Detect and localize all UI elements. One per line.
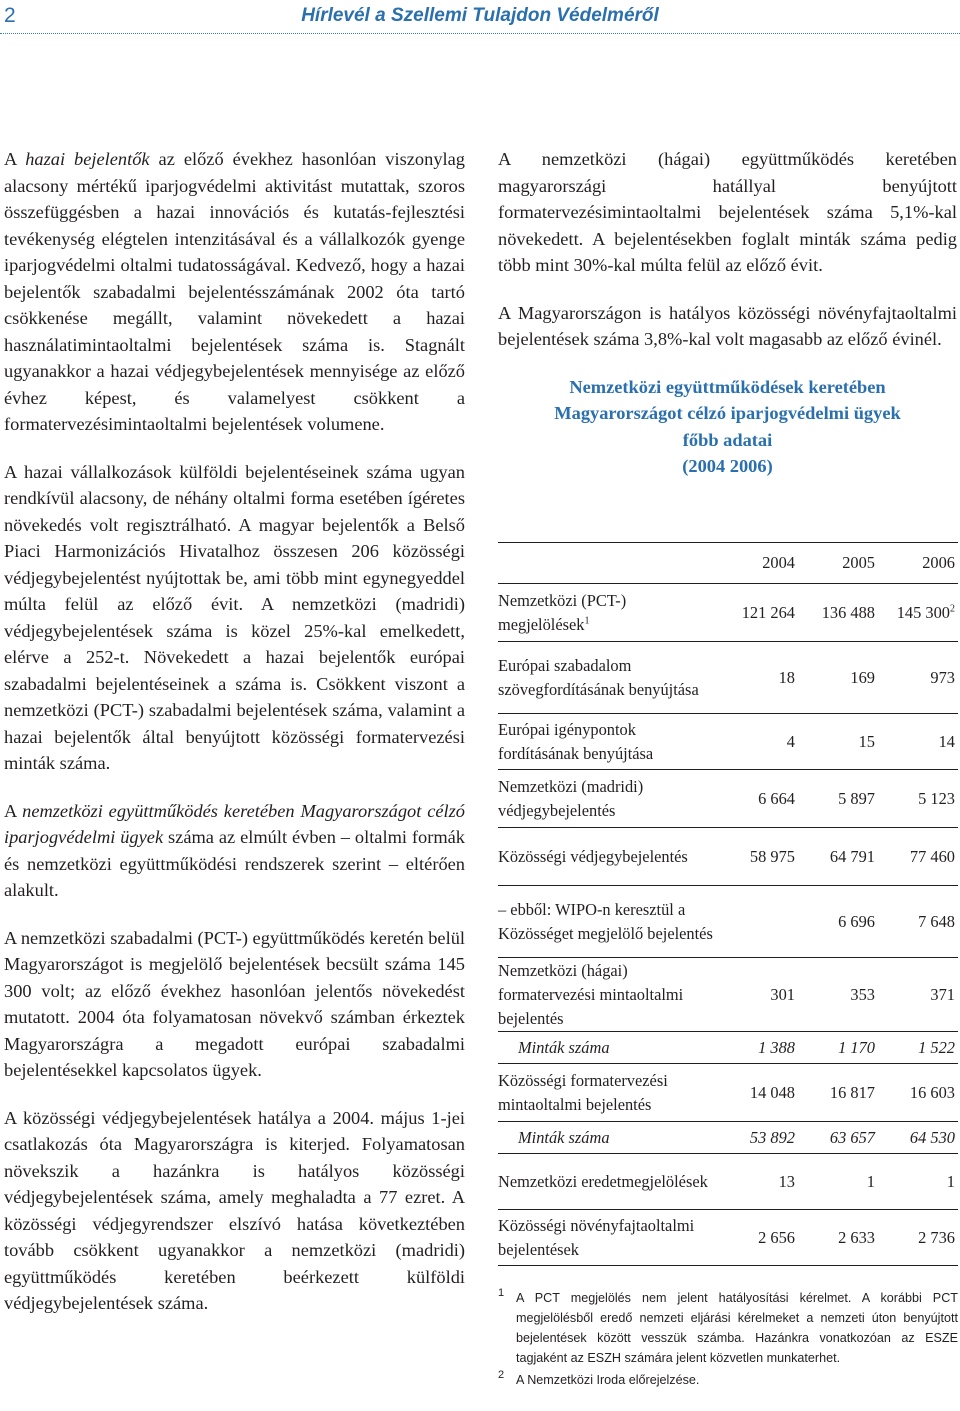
value-text: 121 264 xyxy=(741,602,795,622)
value-text: 1 170 xyxy=(838,1037,875,1057)
value-text: 63 657 xyxy=(829,1127,875,1147)
value-text: 18 xyxy=(778,667,795,687)
value-cell xyxy=(878,584,958,642)
value-text: 7 648 xyxy=(918,911,955,931)
value-cell xyxy=(718,714,798,770)
row-label-text: Európai szabadalom szövegfordításának benyújtása xyxy=(498,655,699,699)
emphasis-text: hazai bejelentők xyxy=(25,149,150,169)
paragraph-kozossegi-vedjegy: A közösségi védjegybejelentések hatálya a 2004. május 1-jei csatlakozás óta Magyarországra is kiterjed. Folyamatosan növekszik a hazánkra is hatályos közösségi védjegybejelentések száma, amely meghaladta a 77 ezret. A közösségi védjegyrendszer elszívó hatása következtében tovább csökkent ugyanakkor a nemzetközi (madridi) együttműködés keretében beérkezett külföldi védjegybejelentések száma. xyxy=(4,1107,465,1313)
table-row xyxy=(498,770,958,828)
value-cell xyxy=(878,828,958,886)
row-label-text: Nemzetközi (madridi) védjegybejelentés xyxy=(498,776,644,820)
row-label-text: Nemzetközi eredetmegjelölések xyxy=(498,1171,708,1191)
value-text: 14 xyxy=(938,731,955,751)
value-text: 16 603 xyxy=(909,1082,955,1102)
row-label-text: Közösségi növényfajtaoltalmi bejelentések xyxy=(498,1215,695,1259)
footnote-ref: 2 xyxy=(950,603,955,615)
value-cell xyxy=(798,1122,878,1154)
value-cell xyxy=(718,1154,798,1210)
value-cell xyxy=(718,584,798,642)
row-label xyxy=(498,1064,718,1122)
value-cell xyxy=(798,584,878,642)
table-row xyxy=(498,1064,958,1122)
page-number: 2 xyxy=(4,4,16,27)
value-text: 77 460 xyxy=(909,846,955,866)
row-label xyxy=(498,1154,718,1210)
value-cell xyxy=(798,714,878,770)
value-cell xyxy=(718,828,798,886)
value-text: 145 300 xyxy=(896,602,950,622)
text-span: száma az elmúlt évben – oltalmi formák és nemzetközi együttműködési rendszerek szerint – eltérően alakult. xyxy=(4,827,465,900)
value-text: 64 530 xyxy=(909,1127,955,1147)
table-row xyxy=(498,958,958,1032)
paragraph-kulfoldi-bejelentesek: A hazai vállalkozások külföldi bejelentéseinek száma ugyan rendkívül alacsony, de néhány oltalmi forma esetében ígéretes növekedés volt regisztrálható. A magyar bejelentők a Belső Piaci Harmonizációs Hivatalhoz összesen 206 közösségi védjegybejelentést nyújtottak be, ami több mint egynegyeddel múlta felül az előző évit. A nemzetközi (madridi) védjegybejelentések száma is közel 25%-kal emelkedett, elérve a 252-t. Növekedett a hazai bejelentők európai szabadalmi bejelentéseinek a száma is. Csökkent viszont a nemzetközi (PCT-) szabadalmi bejelentések száma, valamint a hazai bejelentők által benyújtott közösségi formatervezési minták száma. xyxy=(4,461,465,773)
value-cell xyxy=(718,770,798,828)
footnotes xyxy=(498,1288,958,1392)
value-text: 58 975 xyxy=(749,846,795,866)
table-title xyxy=(498,374,957,480)
value-text: 64 791 xyxy=(829,846,875,866)
value-text: 6 664 xyxy=(758,788,795,808)
paragraph-hagai: A nemzetközi (hágai) együttműködés keretében magyarországi hatállyal benyújtott formatervezésimintaoltalmi bejelentések száma 5,1%-kal növekedett. A bejelentésekben foglalt minták száma pedig több mint 30%-kal múlta felül az előző évit. xyxy=(498,149,957,275)
value-cell xyxy=(878,1154,958,1210)
value-text: 371 xyxy=(930,984,955,1004)
value-text: 16 817 xyxy=(829,1082,875,1102)
value-cell xyxy=(798,958,878,1032)
value-text: 1 522 xyxy=(918,1037,955,1057)
value-cell xyxy=(878,642,958,714)
row-label-text: Nemzetközi (hágai) formatervezési mintaoltalmi bejelentés xyxy=(498,960,684,1028)
value-cell xyxy=(878,886,958,958)
table-row xyxy=(498,1032,958,1064)
row-label xyxy=(498,714,718,770)
table-header-row xyxy=(498,543,958,584)
value-text: 5 123 xyxy=(918,788,955,808)
value-cell xyxy=(718,642,798,714)
table-row xyxy=(498,1122,958,1154)
header-label-cell xyxy=(498,543,718,584)
value-cell xyxy=(798,886,878,958)
row-label xyxy=(498,1210,718,1266)
footnote xyxy=(498,1288,958,1368)
table-title-line: Nemzetközi együttműködések keretében xyxy=(569,376,886,397)
paragraph-pct: A nemzetközi szabadalmi (PCT-) együttműködés keretén belül Magyarországot is megjelölő bejelentések becsült száma 145 300 volt; az előző évekhez hasonlóan jelentős növekedést mutatott. 2004 óta folyamatosan növekvő számban érkeztek Magyarországra a megadott európai szabadalmi bejelentésekkel kapcsolatos ügyek. xyxy=(4,927,466,1080)
value-cell xyxy=(798,1032,878,1064)
value-text: 15 xyxy=(858,731,875,751)
year-header: 2005 xyxy=(798,543,878,584)
text-span: A xyxy=(4,800,23,821)
value-cell xyxy=(798,1154,878,1210)
table-row xyxy=(498,584,958,642)
row-label xyxy=(498,886,718,958)
value-cell xyxy=(718,1210,798,1266)
value-cell xyxy=(878,1210,958,1266)
row-label xyxy=(498,958,718,1032)
value-text: 1 xyxy=(946,1171,955,1191)
footnote-ref: 1 xyxy=(584,615,590,627)
row-label xyxy=(498,642,718,714)
running-title: Hírlevél a Szellemi Tulajdon Védelméről xyxy=(301,5,659,26)
value-cell xyxy=(878,1064,958,1122)
year-header: 2004 xyxy=(718,543,798,584)
table-row xyxy=(498,1210,958,1266)
value-text: 2 736 xyxy=(918,1227,955,1247)
footnote-text: A Nemzetközi Iroda előrejelzése. xyxy=(516,1373,700,1387)
value-text: 5 897 xyxy=(838,788,875,808)
value-text: 136 488 xyxy=(821,602,875,622)
table-title-line: Magyarországot célzó iparjogvédelmi ügyek xyxy=(554,403,901,423)
row-label-text: – ebből: WIPO-n keresztül a Közösséget megjelölő bejelentés xyxy=(498,899,713,943)
header-divider xyxy=(0,33,960,34)
value-cell xyxy=(718,886,798,958)
paragraph-hazai-bejelentok xyxy=(4,146,465,438)
statistics-table xyxy=(498,542,958,1266)
value-text: 6 696 xyxy=(838,911,875,931)
row-label xyxy=(498,828,718,886)
row-label xyxy=(498,770,718,828)
value-text: 169 xyxy=(850,667,875,687)
value-cell xyxy=(798,1064,878,1122)
value-text: 973 xyxy=(930,667,955,687)
table-row xyxy=(498,714,958,770)
row-label xyxy=(498,1032,718,1064)
row-label xyxy=(498,584,718,642)
value-text: 2 633 xyxy=(838,1227,875,1247)
row-label-text: Közösségi formatervezési mintaoltalmi bejelentés xyxy=(498,1070,668,1114)
value-cell xyxy=(798,1210,878,1266)
value-text: 1 xyxy=(866,1171,875,1191)
table-row xyxy=(498,1154,958,1210)
row-label-text: Minták száma xyxy=(518,1127,610,1147)
value-text: 2 656 xyxy=(758,1227,795,1247)
footnote-mark: 2 xyxy=(498,1369,505,1381)
value-text: 4 xyxy=(786,731,795,751)
value-cell xyxy=(798,642,878,714)
row-label-text: Nemzetközi (PCT-) megjelölések xyxy=(498,590,627,634)
page-header xyxy=(0,0,960,36)
value-cell xyxy=(878,1032,958,1064)
value-cell xyxy=(798,828,878,886)
text-span: A xyxy=(4,149,26,169)
table-row xyxy=(498,828,958,886)
table-row xyxy=(498,886,958,958)
table-title-line: főbb adatai xyxy=(682,429,773,450)
footnote xyxy=(498,1370,958,1390)
value-cell xyxy=(718,1032,798,1064)
table-title-line: (2004 2006) xyxy=(682,456,773,476)
value-text: 1 388 xyxy=(758,1037,795,1057)
row-label-text: Európai igénypontok fordításának benyújtása xyxy=(498,719,654,763)
year-header: 2006 xyxy=(878,543,958,584)
paragraph-nemzetkozi-egyuttmukodes xyxy=(4,798,465,904)
table-row xyxy=(498,642,958,714)
value-text: 301 xyxy=(770,984,795,1004)
value-cell xyxy=(718,958,798,1032)
row-label-text: Közösségi védjegybejelentés xyxy=(498,846,688,866)
value-text: 13 xyxy=(778,1171,795,1191)
footnote-mark: 1 xyxy=(498,1287,505,1299)
value-cell xyxy=(878,958,958,1032)
emphasis-text: nemzetközi együttműködés keretében Magyarországot célzó iparjogvédelmi ügyek xyxy=(4,800,465,847)
text-span: az előző évekhez hasonlóan viszonylag alacsony mértékű iparjogvédelmi aktivitást mutattak, szoros összefüggésben a hazai innovációs és kutatás-fejlesztési tevékenység elégtelen intenzitásával és a vállalkozók gyenge iparjogvédelmi oltalmi tudatosságával. Kedvező, hogy a hazai bejelentők szabadalmi bejelentésszámának 2002 óta tartó csökkenése megállt, valamint növekedett a hazai használatimintaoltalmi bejelentések száma is. Stagnált ugyanakkor a hazai védjegybejelentések mennyisége az előző évhez képest, és valamelyest csökkent a formatervezésimintaoltalmi bejelentések volumene. xyxy=(4,149,465,434)
value-text: 14 048 xyxy=(749,1082,795,1102)
value-text: 53 892 xyxy=(749,1127,795,1147)
right-column xyxy=(498,146,957,518)
value-cell xyxy=(878,714,958,770)
value-cell xyxy=(718,1122,798,1154)
value-cell xyxy=(798,770,878,828)
table-body xyxy=(498,584,958,1266)
row-label-text: Minták száma xyxy=(518,1037,610,1057)
row-label xyxy=(498,1122,718,1154)
value-text: 353 xyxy=(850,984,875,1004)
value-cell xyxy=(718,1064,798,1122)
value-cell xyxy=(878,1122,958,1154)
value-cell xyxy=(878,770,958,828)
left-column xyxy=(4,146,465,1338)
paragraph-novenyfajta: A Magyarországon is hatályos közösségi növényfajtaoltalmi bejelentések száma 3,8%-kal volt magasabb az előző évinél. xyxy=(498,302,957,349)
footnote-text: A PCT megjelölés nem jelent hatályosítási kérelmet. A korábbi PCT megjelölésből eredő nemzeti eljárási kérelmeket a nemzeti úton benyújtott bejelentések között vesszük számba. Hazánkra vonatkozóan az ESZE tagjaként az ESZH számára jelent közvetlen munkaterhet. xyxy=(516,1291,958,1365)
